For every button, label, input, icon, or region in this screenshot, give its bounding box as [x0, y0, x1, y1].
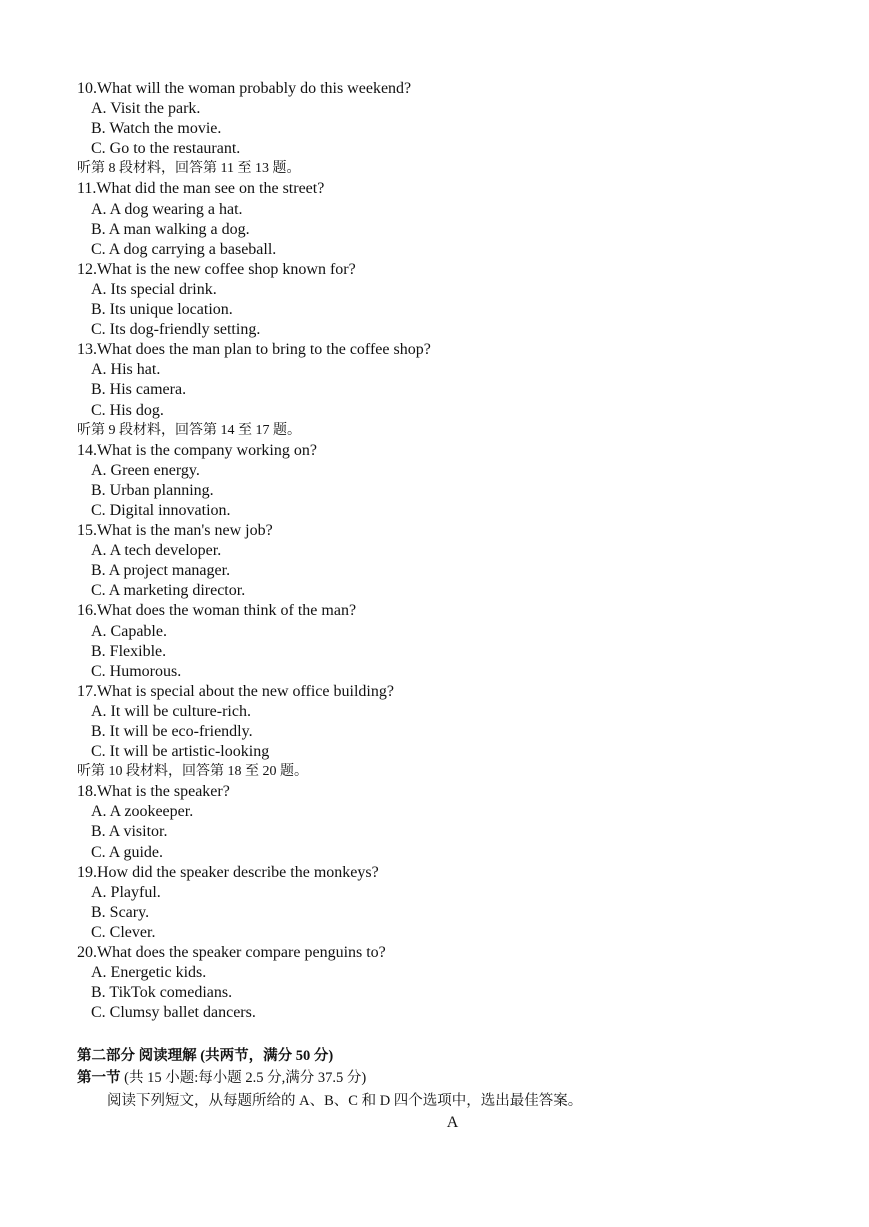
- answer-option: A. It will be culture-rich.: [91, 702, 251, 720]
- answer-option: B. Scary.: [91, 903, 150, 921]
- reading-instruction: 阅读下列短文，从每题所给的 A、B、C 和 D 四个选项中，选出最佳答案。: [107, 1093, 583, 1109]
- answer-option: B. A project manager.: [91, 562, 231, 580]
- answer-option: C. A dog carrying a baseball.: [91, 240, 277, 258]
- question-text: 15.What is the man's new job?: [77, 522, 273, 540]
- question-text: 13.What does the man plan to bring to the coffee shop?: [77, 341, 431, 359]
- answer-option: C. Go to the restaurant.: [91, 140, 241, 158]
- section-one-label: 第一节: [77, 1070, 121, 1086]
- answer-option: A. A dog wearing a hat.: [91, 200, 243, 218]
- answer-option: C. Clever.: [91, 923, 156, 941]
- answer-option: A. Capable.: [91, 622, 167, 640]
- answer-option: B. His camera.: [91, 381, 187, 399]
- answer-option: A. His hat.: [91, 361, 161, 379]
- question-text: 10.What will the woman probably do this weekend?: [77, 80, 412, 97]
- answer-option: A. A zookeeper.: [91, 803, 194, 821]
- question-text: 16.What does the woman think of the man?: [77, 602, 357, 620]
- answer-option: B. Flexible.: [91, 642, 167, 660]
- answer-option: B. TikTok comedians.: [91, 984, 233, 1002]
- answer-option: C. His dog.: [91, 401, 164, 419]
- part-two-heading: 第二部分 阅读理解 (共两节，满分 50 分): [77, 1048, 334, 1064]
- answer-option: A. Visit the park.: [91, 100, 201, 118]
- passage-label: A: [446, 1114, 459, 1131]
- answer-option: B. Watch the movie.: [91, 120, 222, 138]
- answer-option: B. A visitor.: [91, 823, 168, 841]
- question-text: 12.What is the new coffee shop known for?: [77, 260, 356, 278]
- answer-option: C. Digital innovation.: [91, 501, 231, 519]
- answer-option: B. Its unique location.: [91, 301, 233, 319]
- answer-option: A. A tech developer.: [91, 542, 222, 560]
- answer-option: A. Playful.: [91, 883, 161, 901]
- answer-option: C. A guide.: [91, 843, 164, 861]
- answer-option: C. It will be artistic-looking: [91, 743, 270, 761]
- answer-option: A. Green energy.: [91, 461, 200, 479]
- answer-option: B. It will be eco-friendly.: [91, 723, 253, 740]
- listening-questions: [77, 79, 837, 1023]
- answer-option: B. Urban planning.: [91, 481, 214, 499]
- listening-instruction: 听第 8 段材料，回答第 11 至 13 题。: [77, 161, 301, 177]
- section-one-heading: [77, 1068, 837, 1088]
- question-text: 14.What is the company working on?: [77, 441, 317, 459]
- answer-option: C. Its dog-friendly setting.: [91, 321, 261, 339]
- question-text: 20.What does the speaker compare penguins to?: [77, 944, 386, 962]
- question-text: 11.What did the man see on the street?: [77, 180, 325, 198]
- question-text: 17.What is special about the new office building?: [77, 682, 394, 700]
- question-text: 18.What is the speaker?: [77, 783, 230, 801]
- listening-instruction: 听第 10 段材料，回答第 18 至 20 题。: [77, 764, 308, 780]
- section-one-detail: (共 15 小题:每小题 2.5 分,满分 37.5 分): [120, 1070, 367, 1086]
- answer-option: A. Energetic kids.: [91, 964, 207, 982]
- answer-option: B. A man walking a dog.: [91, 220, 250, 238]
- question-text: 19.How did the speaker describe the monkeys?: [77, 863, 379, 881]
- answer-option: C. Humorous.: [91, 662, 182, 680]
- answer-option: C. A marketing director.: [91, 582, 246, 600]
- answer-option: C. Clumsy ballet dancers.: [91, 1004, 256, 1022]
- answer-option: A. Its special drink.: [91, 280, 217, 298]
- listening-instruction: 听第 9 段材料，回答第 14 至 17 题。: [77, 422, 301, 438]
